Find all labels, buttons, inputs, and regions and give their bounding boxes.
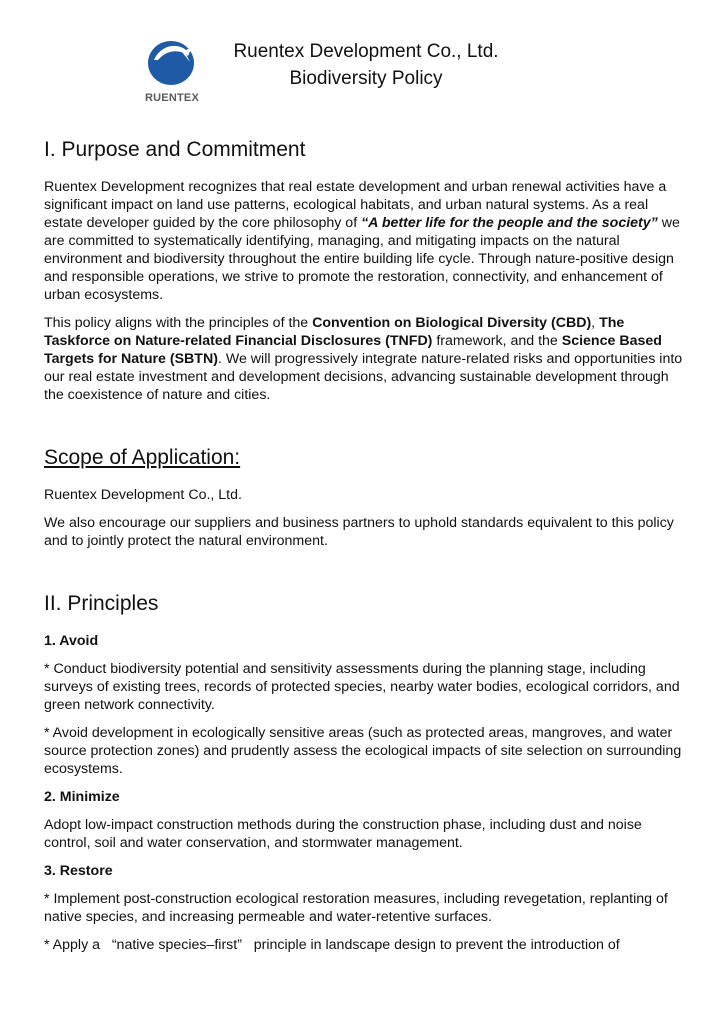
principle-minimize-heading: 2. Minimize [44,789,120,805]
section-purpose-heading: I. Purpose and Commitment [44,138,306,161]
text: framework, and the [432,333,562,349]
text: , [591,315,600,331]
purpose-paragraph-1 [44,178,684,304]
principle-restore-heading: 3. Restore [44,863,113,879]
document-body [44,136,684,964]
principle-avoid-heading: 1. Avoid [44,633,99,649]
text: This policy aligns with the principles of the [44,315,313,331]
cbd-reference: Convention on Biological Diversity (CBD) [312,315,592,331]
avoid-item: * Conduct biodiversity potential and sensitivity assessments during the planning stage, including surveys of existing trees, records of protected species, nearby water bodies, ecological corridors, and green network connectivity. [44,661,680,713]
text: Ruentex Development recognizes that real estate development and urban renewal activities have a significant impact on land use patterns, ecological habitats, and urban natural systems. As a real estate developer guided by the core philosophy of [44,179,667,231]
document-header [136,34,556,110]
restore-item: * Implement post-construction ecological restoration measures, including revegetation, replanting of native species, and increasing permeable and water-retentive surfaces. [44,891,668,925]
restore-item: * Apply a “native species–first” principle in landscape design to prevent the introduction of [44,937,620,953]
purpose-paragraph-2 [44,314,684,404]
logo-text: RUENTEX [145,92,199,104]
sbtn-reference: Science Based Targets for Nature (SBTN) [44,333,662,367]
section-scope-heading: Scope of Application: [44,446,241,469]
text: we are committed to systematically identifying, managing, and mitigating impacts on the natural environment and biodiversity throughout the entire building life cycle. Through nature-positive design and responsible operations, we strive to promote the restoration, connectivity, and enhancement of urban ecosystems. [44,215,680,303]
philosophy-quote: “A better life for the people and the society” [361,215,658,231]
tnfd-reference: The Taskforce on Nature-related Financial Disclosures (TNFD) [44,315,625,349]
policy-name: Biodiversity Policy [289,68,443,89]
minimize-item: Adopt low-impact construction methods during the construction phase, including dust and noise control, soil and water conservation, and stormwater management. [44,817,642,851]
scope-paragraph-1: Ruentex Development Co., Ltd. [44,487,242,503]
text: . We will progressively integrate nature-related risks and opportunities into our real estate investment and development decisions, advancing sustainable development through the coexistence of nature and cities. [44,351,683,403]
scope-paragraph-2: We also encourage our suppliers and business partners to uphold standards equivalent to this policy and to jointly protect the natural environment. [44,515,674,549]
section-principles-heading: II. Principles [44,592,159,615]
avoid-item: * Avoid development in ecologically sensitive areas (such as protected areas, mangroves, and water source protection zones) and prudently assess the ecological impacts of site selection on surrounding ecosystems. [44,725,682,777]
logo-mark-icon [146,36,196,86]
document-title [216,38,516,92]
company-name: Ruentex Development Co., Ltd. [233,41,499,62]
ruentex-logo [136,34,208,108]
